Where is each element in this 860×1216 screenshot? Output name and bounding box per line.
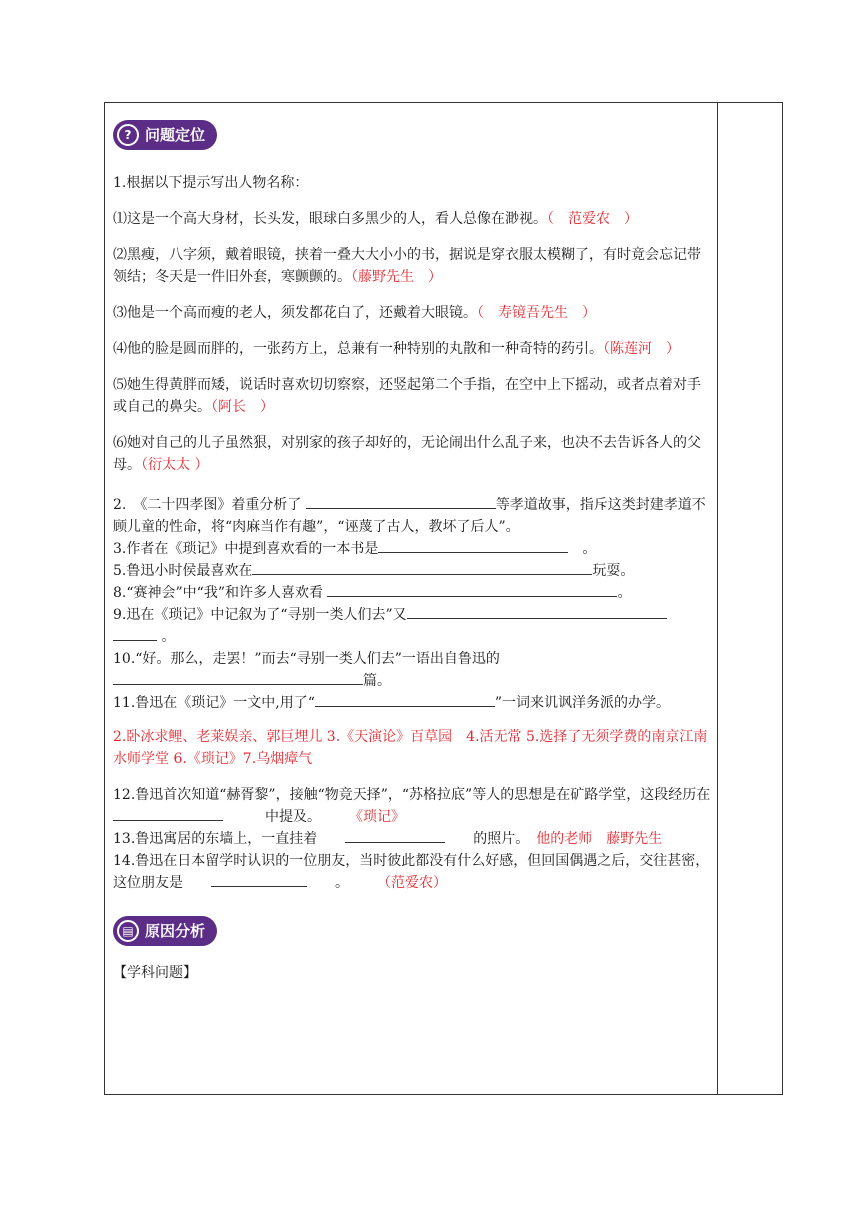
q11-blank[interactable] — [315, 692, 495, 707]
q13-blank[interactable] — [345, 828, 445, 843]
q1-item: ⑷他的脸是圆而胖的，一张药方上，总兼有一种特别的丸散和一种奇特的药引。（陈莲河 ） — [113, 341, 680, 357]
subject-question-label: 【学科问题】 — [113, 965, 197, 981]
q5-blank[interactable] — [252, 560, 592, 575]
q1-intro: 1.根据以下提示写出人物名称： — [113, 175, 309, 191]
q10-blank[interactable] — [113, 670, 363, 685]
q1-item: ⑹她对自己的儿子虽然狠，对别家的孩子却好的，无论闹出什么乱子来，也决不去告诉各人的父母。（衍太太 ） — [113, 435, 701, 473]
q10: 10.“好。那么，走罢！”而去“寻别一类人们去”一语出自鲁迅的 篇。 — [113, 651, 500, 689]
q3: 3.作者在《琐记》中提到喜欢看的一本书是 。 — [113, 538, 713, 560]
q12-blank[interactable] — [113, 806, 223, 821]
q5: 5.鲁迅小时侯最喜欢在 玩耍。 — [113, 560, 713, 582]
q9: 9.迅在《琐记》中记叙为了“寻别一类人们去”又 。 — [113, 604, 713, 648]
q3-blank[interactable] — [378, 538, 568, 553]
q8-blank[interactable] — [327, 582, 617, 597]
q14-blank[interactable] — [211, 872, 307, 887]
q8: 8.“赛神会”中“我”和许多人喜欢看 。 — [113, 582, 713, 604]
q11: 11.鲁迅在《琐记》一文中,用了“ ”一词来讥讽洋务派的办学。 — [113, 692, 713, 714]
problem-location-badge — [113, 120, 217, 150]
q14: 14.鲁迅在日本留学时认识的一位朋友，当时彼此都没有什么好感，但回国偶遇之后，交往甚密，这位朋友是 。 （范爱农） — [113, 853, 710, 891]
content-cell — [113, 112, 713, 984]
document-icon: ▤ — [117, 920, 139, 942]
q12: 12.鲁迅首次知道“赫胥黎”，接触“物竞天择”，“苏格拉底”等人的思想是在矿路学堂，这段经历在 中提及。 《琐记》 — [113, 787, 711, 825]
badge-title: 原因分析 — [145, 922, 206, 940]
q1-item: ⑴这是一个高大身材，长头发，眼球白多黑少的人，看人总像在渺视。（ 范爱农 ） — [113, 211, 638, 227]
cause-analysis-badge — [113, 916, 217, 946]
answers-block: 2.卧冰求鲤、老莱娱亲、郭巨埋儿 3.《天演论》百草园 4.活无常 5.选择了无须学费的南京江南水师学堂 6.《琐记》7.乌烟瘴气 — [113, 729, 708, 767]
q2-blank[interactable] — [306, 494, 496, 509]
column-divider — [717, 102, 718, 1095]
q2: 2. 《二十四孝图》着重分析了 等孝道故事，指斥这类封建孝道不顾儿童的性命，将“肉麻当作有趣”，“诬蔑了古人，教坏了后人”。 — [113, 494, 713, 538]
question-icon: ? — [117, 124, 139, 146]
q9-blank-2[interactable] — [113, 626, 157, 641]
badge-title: 问题定位 — [145, 126, 206, 144]
q1-item: ⑸她生得黄胖而矮，说话时喜欢切切察察，还竖起第二个手指，在空中上下摇动，或者点着对手或自己的鼻尖。（阿长 ） — [113, 377, 701, 415]
q13: 13.鲁迅寓居的东墙上，一直挂着 的照片。 他的老师 藤野先生 — [113, 828, 713, 850]
q1-item: ⑵黑瘦，八字须，戴着眼镜，挟着一叠大大小小的书，据说是穿衣服太模糊了，有时竟会忘记带领结；冬天是一件旧外套，寒颤颤的。（藤野先生 ） — [113, 247, 701, 285]
q1-item: ⑶他是一个高而瘦的老人，须发都花白了，还戴着大眼镜。（ 寿镜吾先生 ） — [113, 305, 596, 321]
q9-blank[interactable] — [407, 604, 667, 619]
